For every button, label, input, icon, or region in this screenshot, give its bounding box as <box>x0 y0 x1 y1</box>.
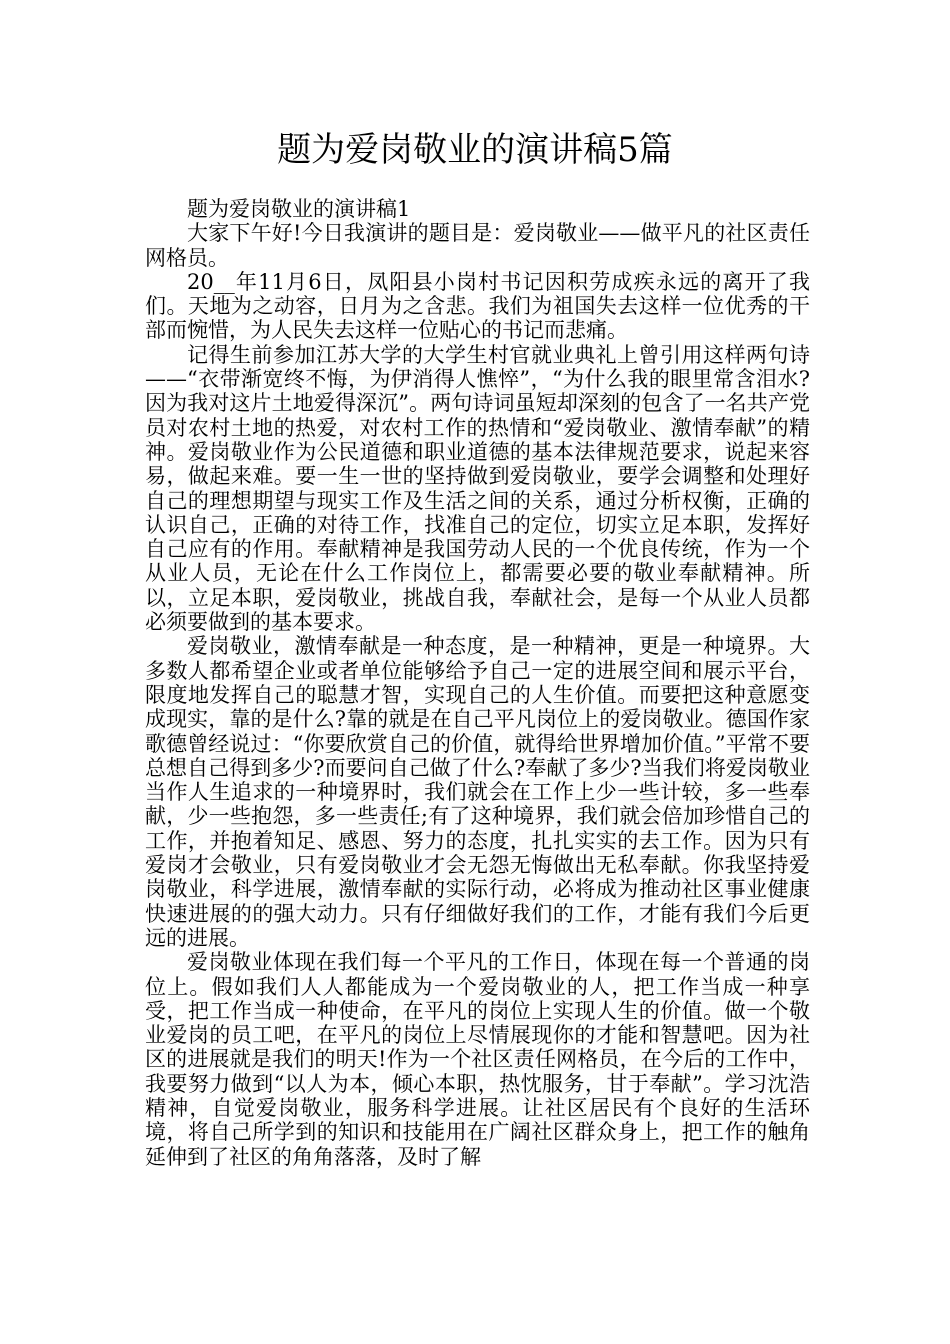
paragraph: 爱岗敬业体现在我们每一个平凡的工作日，体现在每一个普通的岗位上。假如我们人人都能成为一个爱岗敬业的人，把工作当成一种享受，把工作当成一种使命，在平凡的岗位上实现人生的价值。做一个敬业爱岗的员工吧，在平凡的岗位上尽情展现你的才能和智慧吧。因为社区的进展就是我们的明天!作为一个社区责任网格员，在今后的工作中，我要努力做到“以人为本，倾心本职，热忱服务，甘于奉献”。学习沈浩精神，自觉爱岗敬业，服务科学进展。让社区居民有个良好的生活环境，将自己所学到的知识和技能用在广阔社区群众身上，把工作的触角延伸到了社区的角角落落，及时了解 <box>145 950 810 1169</box>
document-body <box>145 197 810 1169</box>
paragraph: 爱岗敬业，激情奉献是一种态度，是一种精神，更是一种境界。大多数人都希望企业或者单位能够给予自己一定的进展空间和展示平台，限度地发挥自己的聪慧才智，实现自己的人生价值。而要把这种意愿变成现实，靠的是什么?靠的就是在自己平凡岗位上的爱岗敬业。德国作家歌德曾经说过：“你要欣赏自己的价值，就得给世界增加价值。”平常不要总想自己得到多少?而要问自己做了什么?奉献了多少?当我们将爱岗敬业当作人生追求的一种境界时，我们就会在工作上少一些计较，多一些奉献，少一些抱怨，多一些责任;有了这种境界，我们就会倍加珍惜自己的工作，并抱着知足、感恩、努力的态度，扎扎实实的去工作。因为只有爱岗才会敬业，只有爱岗敬业才会无怨无悔做出无私奉献。你我坚持爱岗敬业，科学进展，激情奉献的实际行动，必将成为推动社区事业健康快速进展的的强大动力。只有仔细做好我们的工作，才能有我们今后更远的进展。 <box>145 634 810 950</box>
paragraph: 大家下午好!今日我演讲的题目是：爱岗敬业——做平凡的社区责任网格员。 <box>145 221 810 270</box>
paragraph: 20__年11月6日，凤阳县小岗村书记因积劳成疾永远的离开了我们。天地为之动容，日月为之含悲。我们为祖国失去这样一位优秀的干部而惋惜，为人民失去这样一位贴心的书记而悲痛。 <box>145 269 810 343</box>
document-title: 题为爱岗敬业的演讲稿5篇 <box>277 130 673 170</box>
paragraph: 记得生前参加江苏大学的大学生村官就业典礼上曾引用这样两句诗——“衣带渐宽终不悔，为伊消得人憔悴”，“为什么我的眼里常含泪水?因为我对这片土地爱得深沉”。两句诗词虽短却深刻的包含了一名共产党员对农村土地的热爱，对农村工作的热情和“爱岗敬业、激情奉献”的精神。爱岗敬业作为公民道德和职业道德的基本法律规范要求，说起来容易，做起来难。要一生一世的坚持做到爱岗敬业，要学会调整和处理好自己的理想期望与现实工作及生活之间的关系，通过分析权衡，正确的认识自己，正确的对待工作，找准自己的定位，切实立足本职，发挥好自己应有的作用。奉献精神是我国劳动人民的一个优良传统，作为一个从业人员，无论在什么工作岗位上，都需要必要的敬业奉献精神。所以，立足本职，爱岗敬业，挑战自我，奉献社会，是每一个从业人员都必须要做到的基本要求。 <box>145 342 810 635</box>
section-subtitle: 题为爱岗敬业的演讲稿1 <box>187 197 411 221</box>
